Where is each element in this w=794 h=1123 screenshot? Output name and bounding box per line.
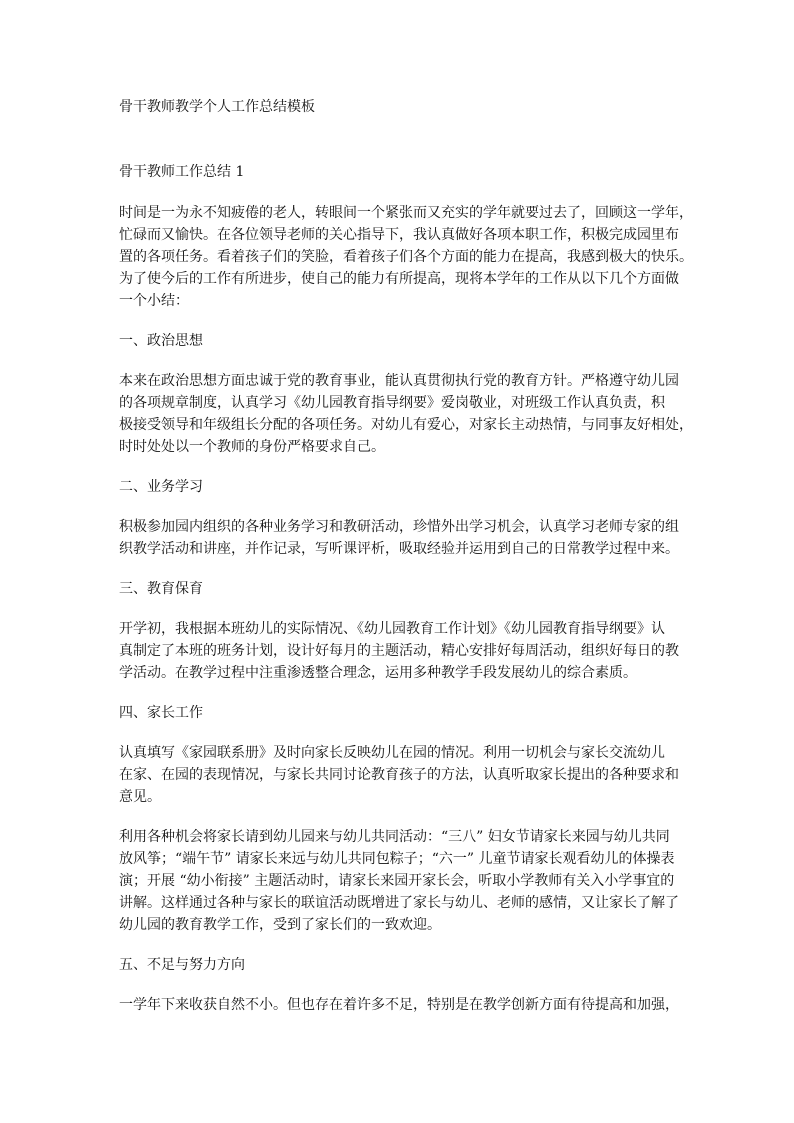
paragraph-line: 织教学活动和讲座，并作记录，写听课评析，吸取经验并运用到自己的日常教学过程中来。 [119, 541, 679, 557]
paragraph-line: 认真填写《家园联系册》及时向家长反映幼儿在园的情况。利用一切机会与家长交流幼儿 [119, 745, 665, 761]
document-title: 骨干教师教学个人工作总结模板 [119, 99, 315, 115]
paragraph-line: 利用各种机会将家长请到幼儿园来与幼儿共同活动：“三八” 妇女节请家长来园与幼儿共同 [119, 829, 670, 845]
paragraph-line: 极接受领导和年级组长分配的各项任务。对幼儿有爱心，对家长主动热情，与同事友好相处， [119, 417, 693, 433]
paragraph-line: 学活动。在教学过程中注重渗透整合理念，运用多种教学手段发展幼儿的综合素质。 [119, 665, 637, 681]
paragraph-line: 放风筝；“端午节” 请家长来远与幼儿共同包粽子；“六一” 儿童节请家长观看幼儿的体操表 [119, 851, 675, 867]
paragraph-line: 意见。 [119, 789, 161, 805]
paragraph-line: 的各项规章制度，认真学习《幼儿园教育指导纲要》爱岗敬业，对班级工作认真负责，积 [119, 395, 665, 411]
intro-line: 为了使今后的工作有所进步，使自己的能力有所提高，现将本学年的工作从以下几个方面做 [119, 271, 679, 287]
paragraph-line: 时时处处以一个教师的身份严格要求自己。 [119, 439, 385, 455]
paragraph-line: 开学初，我根据本班幼儿的实际情况、《幼儿园教育工作计划》《幼儿园教育指导纲要》认 [119, 621, 665, 637]
paragraph-line: 真制定了本班的班务计划，设计好每月的主题活动，精心安排好每周活动，组织好每日的教 [119, 643, 679, 659]
section-heading-education: 三、教育保育 [119, 581, 203, 597]
section-heading-parents: 四、家长工作 [119, 705, 203, 721]
intro-line: 置的各项任务。看着孩子们的笑脸，看着孩子们各个方面的能力在提高，我感到极大的快乐。 [119, 249, 693, 265]
section-heading-politics: 一、政治思想 [119, 333, 203, 349]
paragraph-line: 积极参加园内组织的各种业务学习和教研活动，珍惜外出学习机会，认真学习老师专家的组 [119, 519, 679, 535]
paragraph-line: 演；开展 “幼小衔接” 主题活动时，请家长来园开家长会，听取小学教师有关入小学事宜的 [119, 873, 675, 889]
section-heading-improvement: 五、不足与努力方向 [119, 957, 245, 973]
intro-line: 忙碌而又愉快。在各位领导老师的关心指导下，我认真做好各项本职工作，积极完成园里布 [119, 227, 679, 243]
paragraph-line: 幼儿园的教育教学工作，受到了家长们的一致欢迎。 [119, 917, 441, 933]
intro-line: 时间是一为永不知疲倦的老人，转眼间一个紧张而又充实的学年就要过去了，回顾这一学年， [119, 205, 693, 221]
paragraph-line: 一学年下来收获自然不小。但也存在着许多不足，特别是在教学创新方面有待提高和加强， [119, 997, 679, 1013]
paragraph-line: 讲解。这样通过各种与家长的联谊活动既增进了家长与幼儿、老师的感情，又让家长了解了 [119, 895, 679, 911]
document-subtitle: 骨干教师工作总结 1 [119, 164, 245, 180]
paragraph-line: 本来在政治思想方面忠诚于党的教育事业，能认真贯彻执行党的教育方针。严格遵守幼儿园 [119, 373, 679, 389]
paragraph-line: 在家、在园的表现情况，与家长共同讨论教育孩子的方法，认真听取家长提出的各种要求和 [119, 767, 679, 783]
intro-line: 一个小结： [119, 293, 189, 309]
section-heading-study: 二、业务学习 [119, 479, 203, 495]
